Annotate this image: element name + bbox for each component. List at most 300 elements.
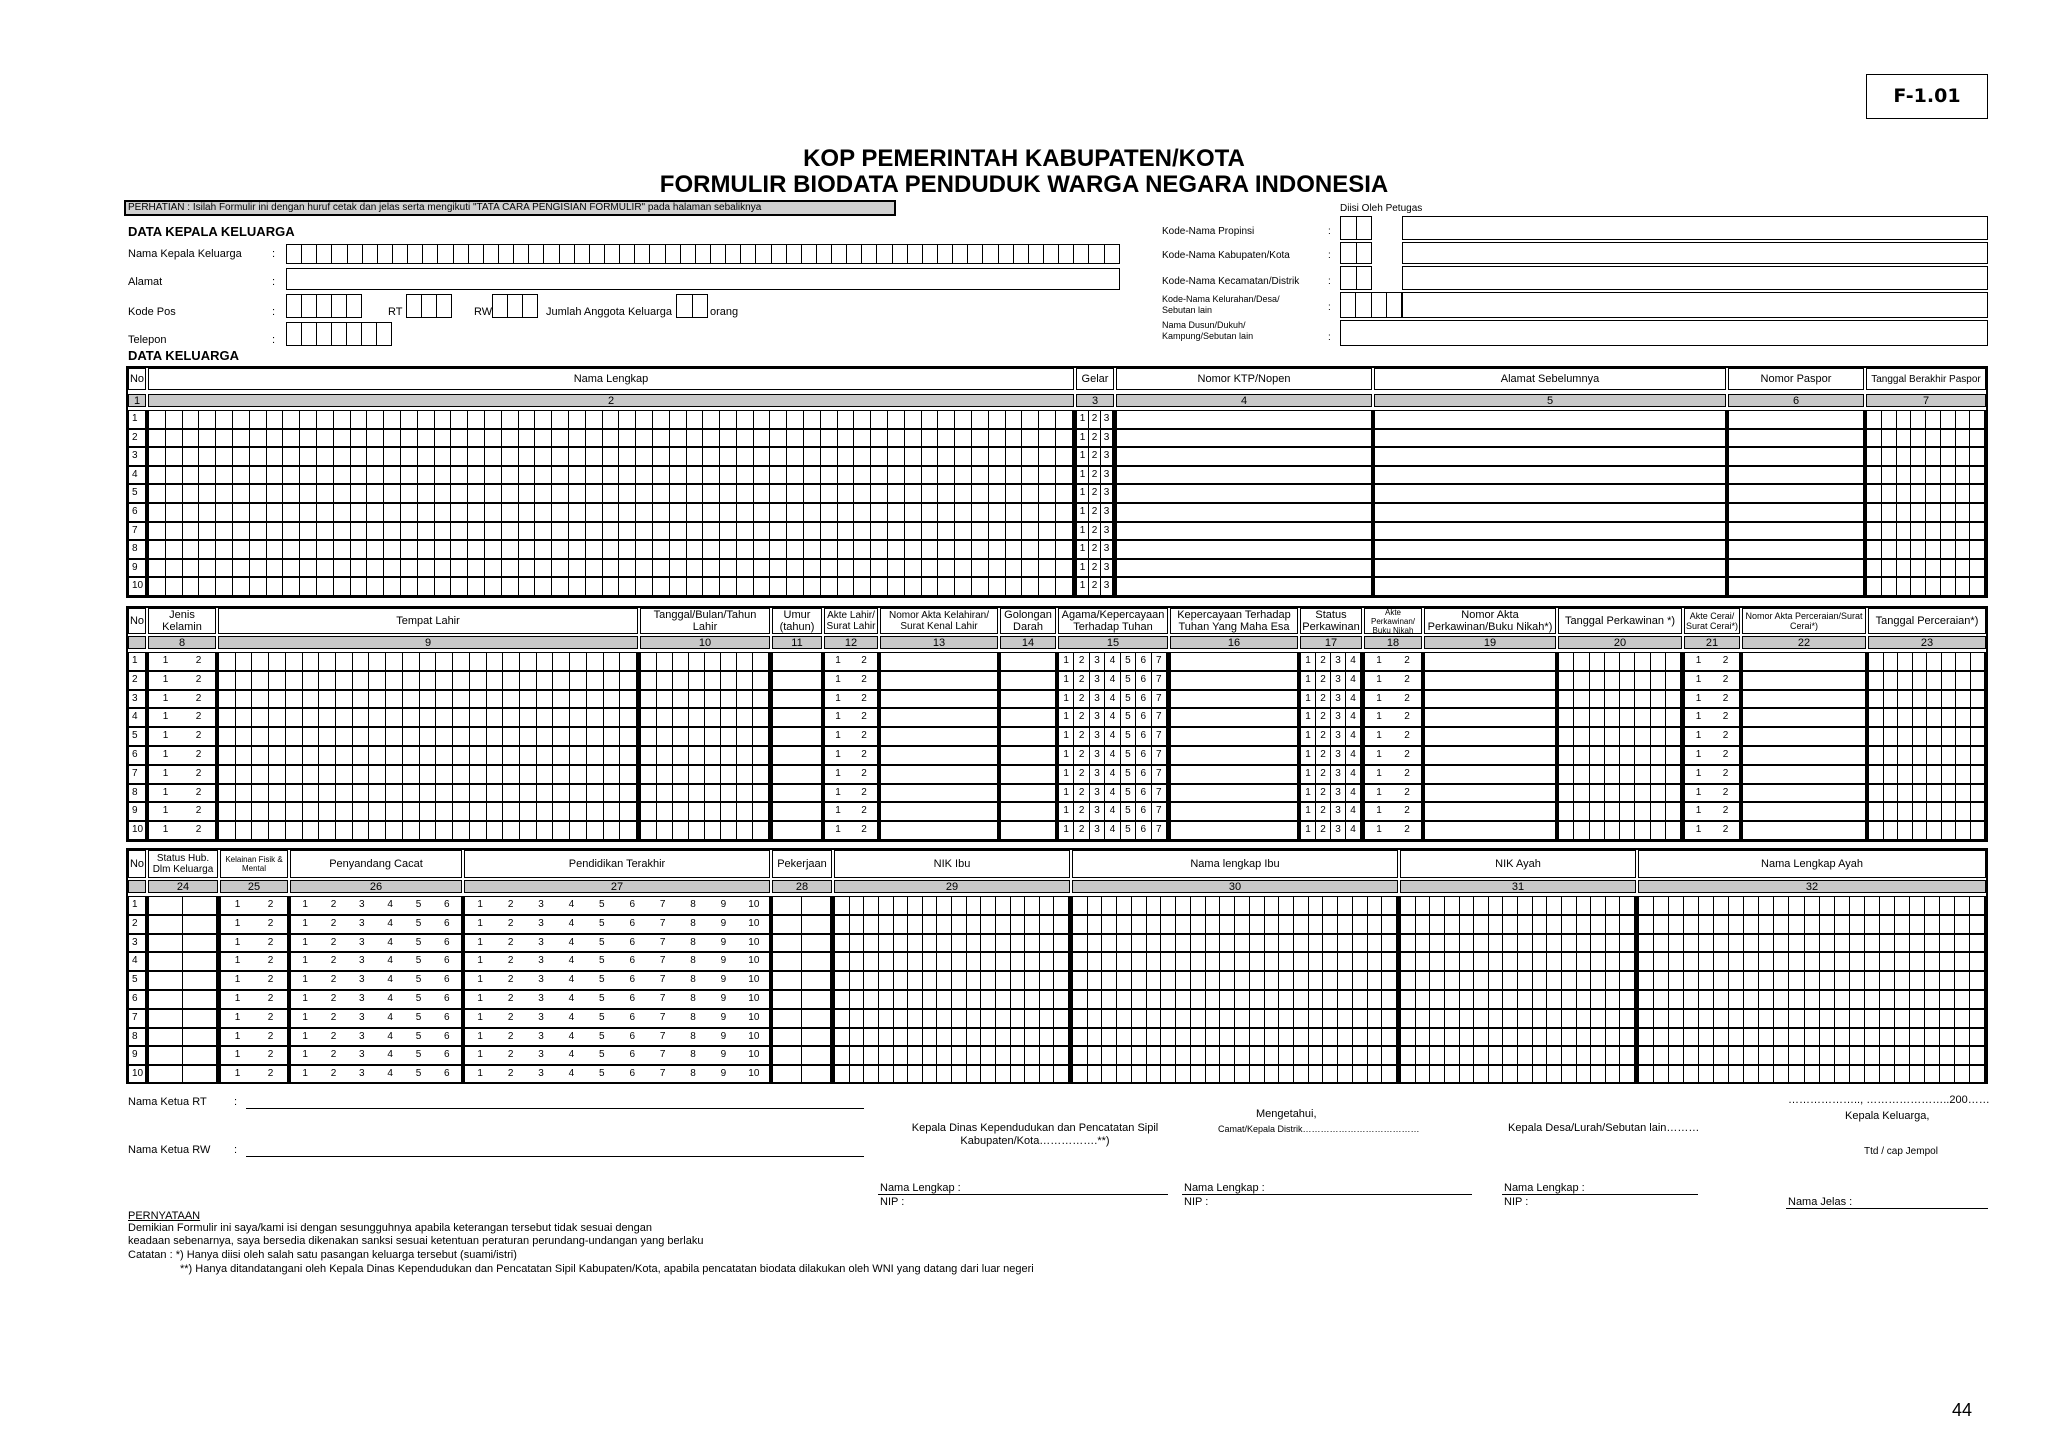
- char-cell[interactable]: [1714, 1066, 1729, 1083]
- char-cell[interactable]: [317, 294, 332, 318]
- option-code[interactable]: 9: [720, 1068, 727, 1080]
- option-code[interactable]: 2: [1722, 767, 1729, 779]
- char-cell[interactable]: [967, 1029, 982, 1046]
- char-cell[interactable]: [657, 803, 673, 820]
- pendidikan-options[interactable]: [464, 971, 770, 990]
- char-cell[interactable]: [267, 448, 284, 465]
- option-code[interactable]: 1: [1376, 711, 1382, 723]
- char-cell[interactable]: [1606, 897, 1621, 914]
- char-cell[interactable]: [1073, 1066, 1088, 1083]
- agama-options[interactable]: [1058, 765, 1168, 784]
- char-cell[interactable]: [972, 504, 989, 521]
- nomor-akta-input[interactable]: [880, 746, 998, 765]
- char-cell[interactable]: [955, 560, 972, 577]
- akte-perkawinan-options[interactable]: [1364, 708, 1422, 727]
- char-cell[interactable]: [737, 560, 754, 577]
- char-cell[interactable]: [641, 691, 657, 708]
- char-cell[interactable]: [586, 560, 603, 577]
- char-cell[interactable]: [1897, 485, 1912, 502]
- option-code[interactable]: 1: [1695, 655, 1702, 666]
- char-cell[interactable]: [871, 560, 888, 577]
- akte-perkawinan-options[interactable]: [1364, 784, 1422, 803]
- jenis-kelamin-options[interactable]: [148, 746, 216, 765]
- char-cell[interactable]: [1591, 991, 1606, 1008]
- char-cell[interactable]: [1220, 1010, 1235, 1027]
- char-cell[interactable]: [570, 803, 587, 820]
- char-cell[interactable]: [520, 747, 537, 764]
- char-cell[interactable]: [384, 411, 401, 428]
- char-cell[interactable]: [553, 785, 570, 802]
- char-cell[interactable]: [1416, 953, 1431, 970]
- char-cell[interactable]: [418, 485, 435, 502]
- char-cell[interactable]: [1789, 916, 1804, 933]
- char-cell[interactable]: [183, 897, 217, 914]
- option-code[interactable]: 2: [330, 1011, 337, 1023]
- char-cell[interactable]: [1341, 266, 1357, 290]
- char-cell[interactable]: [653, 448, 670, 465]
- tgl-paspor-cells[interactable]: [1866, 410, 1986, 429]
- char-cell[interactable]: [451, 467, 468, 484]
- option-code[interactable]: 4: [1105, 803, 1120, 820]
- char-cell[interactable]: [1925, 953, 1940, 970]
- akte-cerai-options[interactable]: [1684, 708, 1740, 727]
- char-cell[interactable]: [636, 485, 653, 502]
- char-cell[interactable]: [1774, 953, 1789, 970]
- char-cell[interactable]: [1590, 709, 1605, 726]
- char-cell[interactable]: [1132, 1066, 1147, 1083]
- char-cell[interactable]: [1353, 897, 1368, 914]
- jenis-kelamin-options[interactable]: [148, 802, 216, 821]
- char-cell[interactable]: [653, 467, 670, 484]
- char-cell[interactable]: [1056, 541, 1073, 558]
- char-cell[interactable]: [670, 578, 687, 595]
- char-cell[interactable]: [850, 1066, 865, 1083]
- option-code[interactable]: 7: [659, 974, 666, 986]
- char-cell[interactable]: [1445, 953, 1460, 970]
- nama-lengkap-cells[interactable]: [148, 540, 1074, 559]
- char-cell[interactable]: [435, 467, 452, 484]
- option-code[interactable]: 4: [1105, 691, 1120, 708]
- char-cell[interactable]: [955, 523, 972, 540]
- char-cell[interactable]: [1590, 766, 1605, 783]
- option-code[interactable]: 1: [1695, 824, 1702, 836]
- option-code[interactable]: 1: [1376, 730, 1382, 742]
- nama-lengkap-cells[interactable]: [148, 447, 1074, 466]
- char-cell[interactable]: [351, 560, 368, 577]
- char-cell[interactable]: [1774, 897, 1789, 914]
- char-cell[interactable]: [864, 1066, 879, 1083]
- char-cell[interactable]: [1926, 578, 1941, 595]
- char-cell[interactable]: [1729, 953, 1744, 970]
- option-code[interactable]: 2: [1722, 824, 1729, 836]
- char-cell[interactable]: [923, 1047, 938, 1064]
- option-code[interactable]: 3: [1331, 653, 1346, 670]
- char-cell[interactable]: [1620, 1066, 1635, 1083]
- char-cell[interactable]: [1620, 1010, 1635, 1027]
- option-code[interactable]: 1: [234, 993, 241, 1004]
- char-cell[interactable]: [1489, 991, 1504, 1008]
- char-cell[interactable]: [804, 448, 821, 465]
- char-cell[interactable]: [1635, 766, 1650, 783]
- char-cell[interactable]: [453, 728, 470, 745]
- char-cell[interactable]: [1382, 1047, 1397, 1064]
- char-cell[interactable]: [1430, 1066, 1445, 1083]
- char-cell[interactable]: [922, 504, 939, 521]
- option-code[interactable]: 3: [1331, 747, 1346, 764]
- option-code[interactable]: 1: [1077, 411, 1089, 428]
- char-cell[interactable]: [1880, 1047, 1895, 1064]
- option-code[interactable]: 6: [629, 1068, 636, 1080]
- option-code[interactable]: 1: [1059, 728, 1074, 745]
- alamat-sebelumnya-input[interactable]: [1374, 577, 1726, 596]
- char-cell[interactable]: [317, 244, 332, 264]
- char-cell[interactable]: [569, 504, 586, 521]
- char-cell[interactable]: [420, 709, 437, 726]
- char-cell[interactable]: [362, 322, 377, 346]
- char-cell[interactable]: [487, 766, 504, 783]
- char-cell[interactable]: [838, 467, 855, 484]
- char-cell[interactable]: [689, 653, 705, 670]
- char-cell[interactable]: [1898, 672, 1913, 689]
- char-cell[interactable]: [850, 972, 865, 989]
- char-cell[interactable]: [972, 578, 989, 595]
- char-cell[interactable]: [535, 504, 552, 521]
- char-cell[interactable]: [1774, 1066, 1789, 1083]
- char-cell[interactable]: [1025, 1010, 1040, 1027]
- option-code[interactable]: 2: [507, 1011, 514, 1023]
- nama-ibu-cells[interactable]: [1072, 1065, 1398, 1084]
- alamat-sebelumnya-input[interactable]: [1374, 429, 1726, 448]
- char-cell[interactable]: [838, 578, 855, 595]
- char-cell[interactable]: [1805, 972, 1820, 989]
- char-cell[interactable]: [737, 728, 753, 745]
- char-cell[interactable]: [502, 578, 519, 595]
- char-cell[interactable]: [1562, 916, 1577, 933]
- char-cell[interactable]: [1910, 1047, 1925, 1064]
- char-cell[interactable]: [1835, 935, 1850, 952]
- char-cell[interactable]: [1880, 1066, 1895, 1083]
- char-cell[interactable]: [696, 244, 711, 264]
- nomor-akta-perceraian-input[interactable]: [1742, 652, 1866, 671]
- option-code[interactable]: 1: [1376, 786, 1382, 798]
- char-cell[interactable]: [1323, 935, 1338, 952]
- char-cell[interactable]: [1574, 785, 1589, 802]
- char-cell[interactable]: [1620, 653, 1635, 670]
- char-cell[interactable]: [937, 1047, 952, 1064]
- char-cell[interactable]: [835, 953, 850, 970]
- akte-lahir-options[interactable]: [824, 802, 878, 821]
- char-cell[interactable]: [1574, 709, 1589, 726]
- char-cell[interactable]: [802, 972, 831, 989]
- char-cell[interactable]: [1102, 897, 1117, 914]
- char-cell[interactable]: [1606, 1029, 1621, 1046]
- char-cell[interactable]: [233, 578, 250, 595]
- char-cell[interactable]: [636, 467, 653, 484]
- char-cell[interactable]: [420, 728, 437, 745]
- char-cell[interactable]: [1820, 1010, 1835, 1027]
- char-cell[interactable]: [535, 560, 552, 577]
- char-cell[interactable]: [1353, 1029, 1368, 1046]
- char-cell[interactable]: [1774, 1029, 1789, 1046]
- option-code[interactable]: 2: [1074, 709, 1089, 726]
- char-cell[interactable]: [1956, 728, 1971, 745]
- char-cell[interactable]: [269, 803, 286, 820]
- option-code[interactable]: 6: [444, 993, 450, 1004]
- char-cell[interactable]: [657, 691, 673, 708]
- char-cell[interactable]: [1850, 1047, 1865, 1064]
- option-code[interactable]: 6: [629, 1030, 636, 1042]
- char-cell[interactable]: [1970, 953, 1985, 970]
- akte-cerai-options[interactable]: [1684, 690, 1740, 709]
- char-cell[interactable]: [1850, 991, 1865, 1008]
- char-cell[interactable]: [894, 935, 909, 952]
- option-code[interactable]: 2: [861, 711, 867, 723]
- char-cell[interactable]: [996, 1066, 1011, 1083]
- option-code[interactable]: 4: [1346, 785, 1361, 802]
- char-cell[interactable]: [1006, 560, 1023, 577]
- char-cell[interactable]: [687, 504, 704, 521]
- akte-lahir-options[interactable]: [824, 671, 878, 690]
- char-cell[interactable]: [603, 541, 620, 558]
- char-cell[interactable]: [553, 653, 570, 670]
- char-cell[interactable]: [1474, 1029, 1489, 1046]
- char-cell[interactable]: [252, 691, 269, 708]
- char-cell[interactable]: [1006, 578, 1023, 595]
- char-cell[interactable]: [720, 541, 737, 558]
- char-cell[interactable]: [1279, 1047, 1294, 1064]
- char-cell[interactable]: [287, 322, 302, 346]
- char-cell[interactable]: [166, 523, 183, 540]
- option-code[interactable]: 2: [861, 673, 867, 685]
- char-cell[interactable]: [420, 653, 437, 670]
- char-cell[interactable]: [1925, 935, 1940, 952]
- char-cell[interactable]: [888, 504, 905, 521]
- option-code[interactable]: 2: [1316, 653, 1331, 670]
- nama-lengkap-cells[interactable]: [148, 484, 1074, 503]
- char-cell[interactable]: [705, 766, 721, 783]
- char-cell[interactable]: [1910, 953, 1925, 970]
- char-cell[interactable]: [1147, 953, 1162, 970]
- char-cell[interactable]: [1323, 1010, 1338, 1027]
- char-cell[interactable]: [334, 485, 351, 502]
- char-cell[interactable]: [553, 803, 570, 820]
- penyandang-cacat-options[interactable]: [290, 990, 462, 1009]
- option-code[interactable]: 4: [568, 993, 575, 1004]
- char-cell[interactable]: [1445, 897, 1460, 914]
- char-cell[interactable]: [1895, 935, 1910, 952]
- char-cell[interactable]: [569, 411, 586, 428]
- char-cell[interactable]: [1559, 728, 1574, 745]
- char-cell[interactable]: [1022, 541, 1039, 558]
- char-cell[interactable]: [300, 448, 317, 465]
- char-cell[interactable]: [485, 485, 502, 502]
- char-cell[interactable]: [1669, 1066, 1684, 1083]
- char-cell[interactable]: [603, 411, 620, 428]
- char-cell[interactable]: [1562, 1047, 1577, 1064]
- option-code[interactable]: 1: [1376, 655, 1382, 666]
- char-cell[interactable]: [1073, 1047, 1088, 1064]
- char-cell[interactable]: [1056, 523, 1073, 540]
- char-cell[interactable]: [1416, 972, 1431, 989]
- option-code[interactable]: 4: [387, 1068, 393, 1080]
- char-cell[interactable]: [451, 541, 468, 558]
- char-cell[interactable]: [981, 1029, 996, 1046]
- char-cell[interactable]: [1088, 1047, 1103, 1064]
- char-cell[interactable]: [303, 803, 320, 820]
- char-cell[interactable]: [1309, 916, 1324, 933]
- char-cell[interactable]: [1898, 822, 1913, 839]
- char-cell[interactable]: [952, 1029, 967, 1046]
- char-cell[interactable]: [981, 1066, 996, 1083]
- char-cell[interactable]: [569, 578, 586, 595]
- char-cell[interactable]: [636, 448, 653, 465]
- char-cell[interactable]: [1729, 991, 1744, 1008]
- char-cell[interactable]: [303, 785, 320, 802]
- char-cell[interactable]: [1368, 1047, 1383, 1064]
- option-code[interactable]: 3: [1090, 785, 1105, 802]
- char-cell[interactable]: [635, 244, 650, 264]
- char-cell[interactable]: [166, 485, 183, 502]
- char-cell[interactable]: [1774, 972, 1789, 989]
- char-cell[interactable]: [1460, 991, 1475, 1008]
- char-cell[interactable]: [1117, 1010, 1132, 1027]
- char-cell[interactable]: [319, 728, 336, 745]
- char-cell[interactable]: [1430, 1047, 1445, 1064]
- char-cell[interactable]: [1574, 653, 1589, 670]
- char-cell[interactable]: [1088, 972, 1103, 989]
- char-cell[interactable]: [1250, 1010, 1265, 1027]
- char-cell[interactable]: [453, 822, 470, 839]
- char-cell[interactable]: [1865, 953, 1880, 970]
- char-cell[interactable]: [787, 448, 804, 465]
- option-code[interactable]: 2: [267, 1049, 274, 1061]
- char-cell[interactable]: [1620, 822, 1635, 839]
- char-cell[interactable]: [1910, 935, 1925, 952]
- char-cell[interactable]: [420, 803, 437, 820]
- char-cell[interactable]: [502, 411, 519, 428]
- option-code[interactable]: 3: [1331, 672, 1346, 689]
- char-cell[interactable]: [770, 448, 787, 465]
- char-cell[interactable]: [1220, 953, 1235, 970]
- char-cell[interactable]: [403, 747, 420, 764]
- char-cell[interactable]: [403, 709, 420, 726]
- char-cell[interactable]: [1025, 1066, 1040, 1083]
- char-cell[interactable]: [1714, 972, 1729, 989]
- char-cell[interactable]: [754, 485, 771, 502]
- char-cell[interactable]: [1759, 897, 1774, 914]
- char-cell[interactable]: [1338, 1010, 1353, 1027]
- char-cell[interactable]: [386, 747, 403, 764]
- char-cell[interactable]: [1547, 972, 1562, 989]
- char-cell[interactable]: [317, 467, 334, 484]
- char-cell[interactable]: [1926, 504, 1941, 521]
- kelainan-options[interactable]: [220, 1028, 288, 1047]
- char-cell[interactable]: [519, 411, 536, 428]
- char-cell[interactable]: [972, 430, 989, 447]
- kode-kabupaten-input[interactable]: [1340, 242, 1372, 264]
- char-cell[interactable]: [553, 728, 570, 745]
- char-cell[interactable]: [1574, 803, 1589, 820]
- option-code[interactable]: 7: [1152, 691, 1167, 708]
- char-cell[interactable]: [720, 430, 737, 447]
- char-cell[interactable]: [1911, 448, 1926, 465]
- char-cell[interactable]: [537, 653, 554, 670]
- char-cell[interactable]: [666, 244, 681, 264]
- option-code[interactable]: 1: [477, 1068, 483, 1080]
- char-cell[interactable]: [334, 578, 351, 595]
- nama-ayah-cells[interactable]: [1638, 971, 1986, 990]
- char-cell[interactable]: [854, 430, 871, 447]
- alamat-sebelumnya-input[interactable]: [1374, 410, 1726, 429]
- char-cell[interactable]: [835, 935, 850, 952]
- option-code[interactable]: 2: [861, 655, 867, 666]
- char-cell[interactable]: [1056, 485, 1073, 502]
- char-cell[interactable]: [317, 560, 334, 577]
- char-cell[interactable]: [953, 244, 968, 264]
- option-code[interactable]: 8: [690, 1049, 696, 1061]
- char-cell[interactable]: [1147, 1066, 1162, 1083]
- char-cell[interactable]: [1635, 822, 1650, 839]
- char-cell[interactable]: [1250, 991, 1265, 1008]
- char-cell[interactable]: [1460, 935, 1475, 952]
- char-cell[interactable]: [835, 1066, 850, 1083]
- char-cell[interactable]: [1011, 935, 1026, 952]
- char-cell[interactable]: [367, 448, 384, 465]
- char-cell[interactable]: [802, 953, 831, 970]
- char-cell[interactable]: [1654, 953, 1669, 970]
- status-perkawinan-options[interactable]: [1300, 821, 1362, 840]
- char-cell[interactable]: [586, 430, 603, 447]
- char-cell[interactable]: [503, 785, 520, 802]
- char-cell[interactable]: [1206, 1066, 1221, 1083]
- char-cell[interactable]: [1666, 822, 1681, 839]
- char-cell[interactable]: [149, 485, 166, 502]
- char-cell[interactable]: [552, 448, 569, 465]
- option-code[interactable]: 3: [538, 993, 544, 1004]
- char-cell[interactable]: [923, 916, 938, 933]
- akte-cerai-options[interactable]: [1684, 765, 1740, 784]
- char-cell[interactable]: [871, 485, 888, 502]
- char-cell[interactable]: [922, 467, 939, 484]
- char-cell[interactable]: [603, 448, 620, 465]
- char-cell[interactable]: [1605, 822, 1620, 839]
- char-cell[interactable]: [149, 560, 166, 577]
- char-cell[interactable]: [1820, 897, 1835, 914]
- char-cell[interactable]: [967, 972, 982, 989]
- char-cell[interactable]: [569, 523, 586, 540]
- char-cell[interactable]: [519, 578, 536, 595]
- char-cell[interactable]: [502, 467, 519, 484]
- char-cell[interactable]: [508, 294, 523, 318]
- char-cell[interactable]: [1059, 244, 1074, 264]
- char-cell[interactable]: [386, 822, 403, 839]
- option-code[interactable]: 2: [507, 974, 514, 986]
- char-cell[interactable]: [219, 709, 236, 726]
- char-cell[interactable]: [721, 709, 737, 726]
- char-cell[interactable]: [1006, 467, 1023, 484]
- char-cell[interactable]: [1850, 972, 1865, 989]
- char-cell[interactable]: [1011, 1066, 1026, 1083]
- kepercayaan-input[interactable]: [1170, 652, 1298, 671]
- char-cell[interactable]: [1639, 935, 1654, 952]
- option-code[interactable]: 1: [162, 692, 169, 704]
- char-cell[interactable]: [802, 244, 817, 264]
- char-cell[interactable]: [1341, 292, 1356, 318]
- char-cell[interactable]: [1562, 897, 1577, 914]
- option-code[interactable]: 4: [1105, 747, 1120, 764]
- char-cell[interactable]: [1956, 578, 1971, 595]
- char-cell[interactable]: [703, 430, 720, 447]
